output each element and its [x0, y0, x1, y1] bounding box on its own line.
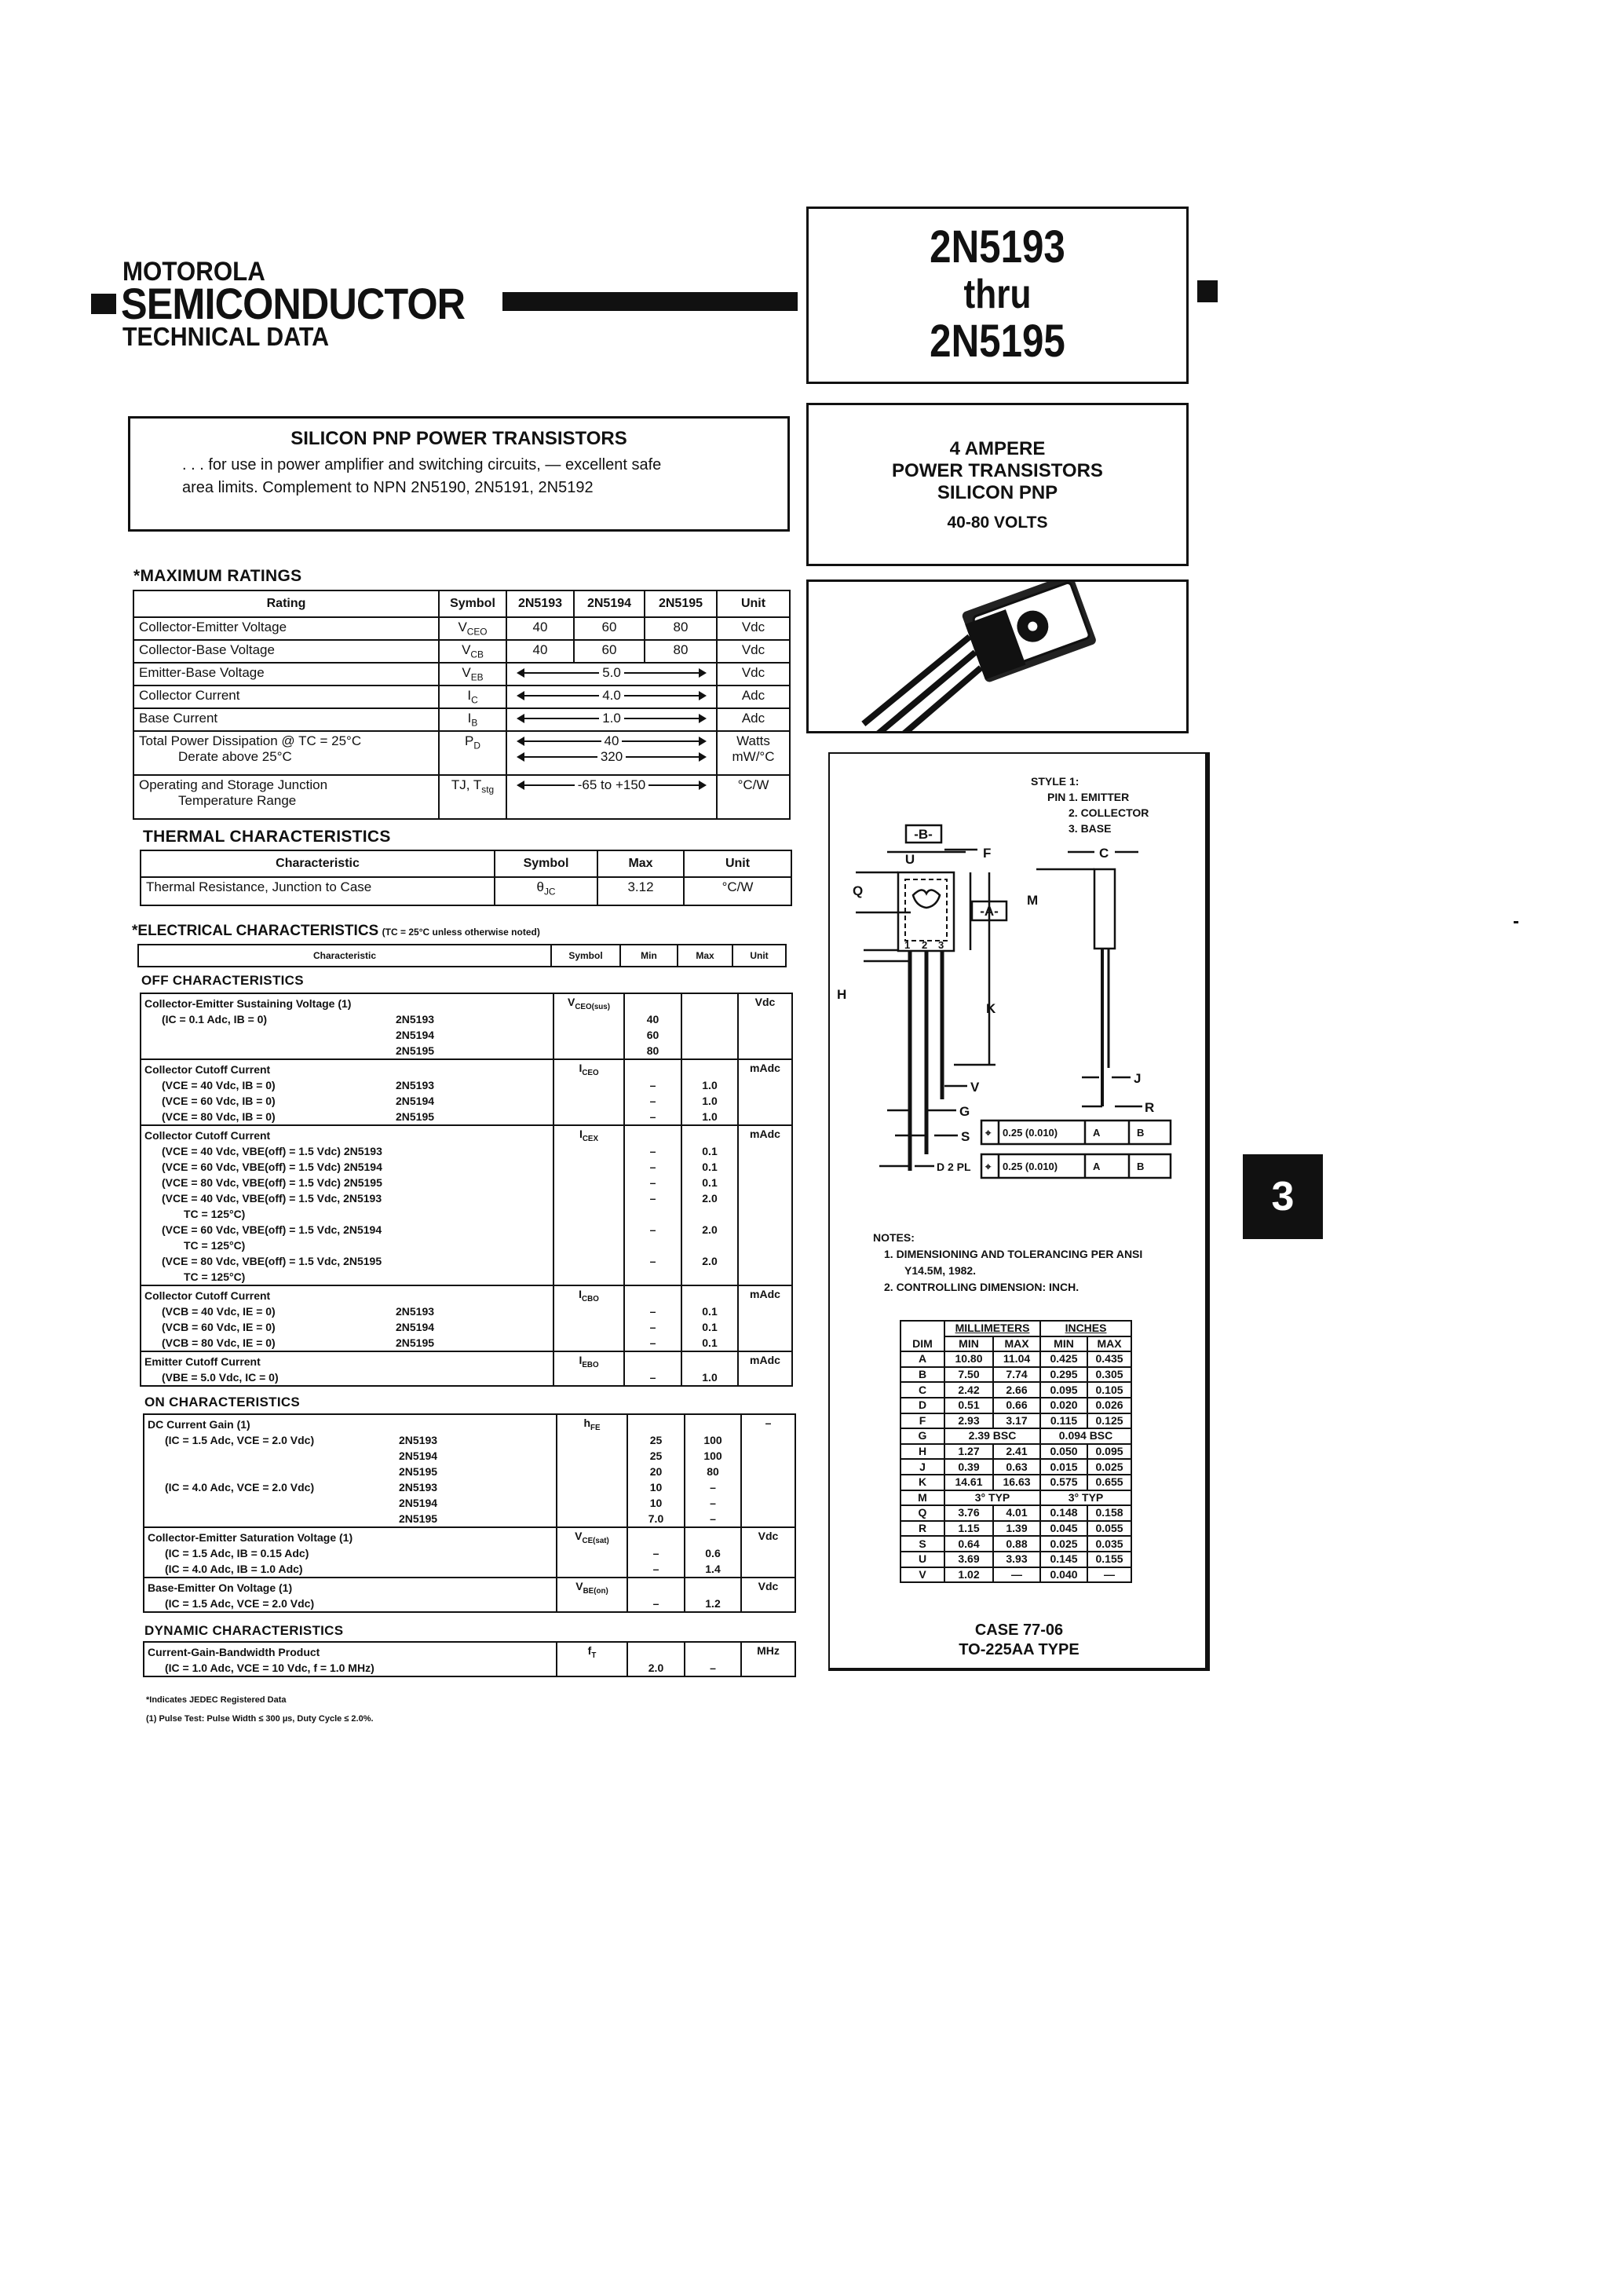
rating-symbol: $P_D$	[439, 731, 506, 775]
characteristics-table	[140, 993, 793, 1387]
thermal-max: 3.12	[597, 877, 684, 905]
dim-value: 3.93	[993, 1552, 1040, 1567]
characteristic-row	[144, 1642, 795, 1676]
rating-value: 40	[506, 617, 574, 640]
notes-title: NOTES:	[873, 1231, 915, 1244]
max-ratings-table	[133, 590, 791, 820]
tolerance-ref-b: B	[1137, 1161, 1145, 1172]
dim-value: 2.41	[993, 1444, 1040, 1460]
dim-row	[901, 1536, 1131, 1552]
dim-mm: 3° TYP	[944, 1490, 1040, 1506]
max-rating-row	[133, 731, 790, 775]
dim-value: 0.64	[944, 1536, 993, 1552]
characteristic: Collector-Emitter Saturation Voltage (1) (IC = 1.5 Adc, IB = 0.15 Adc) (IC = 4.0 Adc, IB = 1.0 Adc)	[144, 1527, 557, 1578]
max-rating-row	[133, 617, 790, 640]
dim-row	[901, 1367, 1131, 1383]
label-h: H	[837, 987, 847, 1002]
section-tab: 3	[1243, 1154, 1323, 1239]
rating-symbol: $V_{CEO}$	[439, 617, 506, 640]
char-min: – – – – – –	[624, 1125, 681, 1285]
dim-row	[901, 1398, 1131, 1413]
note-1-cont: Y14.5M, 1982.	[904, 1264, 977, 1277]
characteristic: Collector Cutoff Current (VCE = 40 Vdc, VBE(off) = 1.5 Vdc) 2N5193 (VCE = 60 Vdc, VBE(off) = 1.5 Vdc) 2N5194 (VCE = 80 Vdc, VBE(off) = 1.5 Vdc) 2N5195 (VCE = 40 Vdc, VBE(off) = 1.5 Vdc, 2N5193 TC = 125°C) (VCE = 60 Vdc, VBE(off) = 1.5 Vdc, 2N5194 TC = 125°C) (VCE = 80 Vdc, VBE(off) = 1.5 Vdc, 2N5195 TC = 125°C)	[141, 1125, 553, 1285]
label-u: U	[904, 852, 915, 867]
rating-unit: Vdc	[717, 663, 790, 686]
pin-number: 1	[904, 939, 911, 951]
rating-value: 80	[645, 640, 717, 663]
part-thru: thru	[963, 272, 1032, 317]
part-last: 2N5195	[930, 316, 1065, 367]
max-ratings-title: *MAXIMUM RATINGS	[133, 567, 302, 585]
char-symbol: $I_{CEO}$	[553, 1059, 624, 1125]
char-min: 2.0	[627, 1642, 685, 1676]
spec-type: POWER TRANSISTORS	[892, 460, 1103, 481]
char-unit: mAdc	[738, 1125, 792, 1285]
rating-span-value: 1.0	[506, 708, 717, 731]
tolerance-value: 0.25 (0.010)	[1003, 1127, 1058, 1139]
char-max: 0.1 0.1 0.1	[681, 1285, 738, 1351]
dim-letter: F	[901, 1413, 944, 1429]
dim-in: 3° TYP	[1040, 1490, 1131, 1506]
th-symbol: Symbol	[495, 850, 597, 877]
char-max: 100 100 80 – – –	[685, 1414, 741, 1527]
char-unit: mAdc	[738, 1351, 792, 1386]
char-symbol: $V_{BE(on)}$	[557, 1578, 627, 1612]
thermal-unit: °C/W	[684, 877, 791, 905]
dim-value: 0.040	[1040, 1567, 1087, 1583]
char-max: 1.0	[681, 1351, 738, 1386]
dim-value: 0.035	[1087, 1536, 1131, 1552]
summary-title: SILICON PNP POWER TRANSISTORS	[290, 428, 627, 449]
pin-1: PIN 1. EMITTER	[1047, 791, 1130, 803]
char-max: 1.2	[685, 1578, 741, 1612]
dim-value: 0.88	[993, 1536, 1040, 1552]
max-rating-row	[133, 686, 790, 708]
rating-name: Emitter-Base Voltage	[133, 663, 439, 686]
max-rating-row	[133, 775, 790, 819]
dim-in: 0.094 BSC	[1040, 1428, 1131, 1444]
label-m: M	[1027, 893, 1039, 908]
dim-value: 0.575	[1040, 1475, 1087, 1490]
dim-value: 7.74	[993, 1367, 1040, 1383]
rating-span-value: 5.0	[506, 663, 717, 686]
dim-letter: K	[901, 1475, 944, 1490]
dim-value: 0.63	[993, 1459, 1040, 1475]
part-first: 2N5193	[930, 221, 1065, 272]
notes	[873, 1230, 1142, 1296]
characteristic-row	[141, 1125, 792, 1285]
electrical-title-text: *ELECTRICAL CHARACTERISTICS	[132, 923, 379, 939]
eh-symbol: Symbol	[551, 945, 620, 967]
electrical-condition: (TC = 25°C unless otherwise noted)	[382, 927, 540, 938]
thermal-symbol: $\theta_{JC}$	[495, 877, 597, 905]
dim-value: 0.66	[993, 1398, 1040, 1413]
characteristic: Base-Emitter On Voltage (1) (IC = 1.5 Adc, VCE = 2.0 Vdc)	[144, 1578, 557, 1612]
rating-name: Operating and Storage Junction Temperature Range	[133, 775, 439, 819]
in-min-header: MIN	[1040, 1336, 1087, 1352]
dim-value: 1.15	[944, 1521, 993, 1537]
dim-value: 0.125	[1087, 1413, 1131, 1429]
dim-value: 7.50	[944, 1367, 993, 1383]
dim-value: 0.158	[1087, 1505, 1131, 1521]
dim-value: 16.63	[993, 1475, 1040, 1490]
characteristic-row	[141, 1059, 792, 1125]
char-unit: Vdc	[741, 1578, 795, 1612]
footnote-jedec: *Indicates JEDEC Registered Data	[146, 1695, 287, 1705]
char-unit: mAdc	[738, 1059, 792, 1125]
char-min: –	[624, 1351, 681, 1386]
char-min: – – –	[624, 1059, 681, 1125]
case-name: CASE 77-06	[974, 1621, 1064, 1639]
dim-value: 3.17	[993, 1413, 1040, 1429]
dim-value: 4.01	[993, 1505, 1040, 1521]
rating-unit: Vdc	[717, 617, 790, 640]
dim-row	[901, 1459, 1131, 1475]
characteristic-row	[141, 1285, 792, 1351]
dim-row	[901, 1351, 1131, 1367]
characteristic: Current-Gain-Bandwidth Product (IC = 1.0 Adc, VCE = 10 Vdc, f = 1.0 MHz)	[144, 1642, 557, 1676]
footnote-pulse: (1) Pulse Test: Pulse Width ≤ 300 µs, Duty Cycle ≤ 2.0%.	[146, 1714, 374, 1724]
dim-value: 14.61	[944, 1475, 993, 1490]
rating-value: 60	[574, 617, 645, 640]
electrical-title	[132, 922, 540, 941]
dim-letter: H	[901, 1444, 944, 1460]
dim-value: 2.66	[993, 1382, 1040, 1398]
label-s: S	[961, 1129, 970, 1144]
char-min: – –	[627, 1527, 685, 1578]
dim-letter: B	[901, 1367, 944, 1383]
max-rating-row	[133, 708, 790, 731]
label-r: R	[1145, 1100, 1155, 1115]
dim-value: 11.04	[993, 1351, 1040, 1367]
th-unit: Unit	[684, 850, 791, 877]
dim-value: 0.095	[1040, 1382, 1087, 1398]
label-a: -A-	[980, 904, 999, 919]
dim-letter: G	[901, 1428, 944, 1444]
division-name: SEMICONDUCTOR	[121, 279, 466, 328]
dim-row	[901, 1521, 1131, 1537]
dim-value: 0.148	[1040, 1505, 1087, 1521]
dim-letter: V	[901, 1567, 944, 1583]
dim-value: 0.155	[1087, 1552, 1131, 1567]
char-unit: MHz	[741, 1642, 795, 1676]
char-symbol: $f_T$	[557, 1642, 627, 1676]
dim-value: 0.51	[944, 1398, 993, 1413]
thermal-title: THERMAL CHARACTERISTICS	[143, 828, 391, 846]
mm-max-header: MAX	[993, 1336, 1040, 1352]
dim-value: 0.115	[1040, 1413, 1087, 1429]
dim-mm: 2.39 BSC	[944, 1428, 1040, 1444]
characteristic-row	[144, 1578, 795, 1612]
dim-letter: S	[901, 1536, 944, 1552]
label-b: -B-	[914, 827, 933, 842]
summary-desc-2: area limits. Complement to NPN 2N5190, 2N5191, 2N5192	[182, 479, 594, 496]
max-header: 2N5195	[645, 590, 717, 617]
dim-value: 0.025	[1087, 1459, 1131, 1475]
characteristic-row	[144, 1414, 795, 1527]
package-type: TO-225AA TYPE	[959, 1641, 1080, 1658]
dim-row	[901, 1505, 1131, 1521]
dim-value: 0.435	[1087, 1351, 1131, 1367]
dim-value: 0.105	[1087, 1382, 1131, 1398]
section-title: DYNAMIC CHARACTERISTICS	[144, 1623, 344, 1638]
dim-value: 0.295	[1040, 1367, 1087, 1383]
thermal-table	[140, 850, 792, 906]
dim-header: DIM	[901, 1321, 944, 1351]
char-min: – – –	[624, 1285, 681, 1351]
characteristic-row	[144, 1527, 795, 1578]
rating-name: Total Power Dissipation @ TC = 25°C Derate above 25°C	[133, 731, 439, 775]
max-header: 2N5194	[574, 590, 645, 617]
dim-letter: M	[901, 1490, 944, 1506]
dim-letter: D	[901, 1398, 944, 1413]
char-max: –	[685, 1642, 741, 1676]
rating-symbol: $I_B$	[439, 708, 506, 731]
char-min: 40 60 80	[624, 993, 681, 1059]
rating-unit: Vdc	[717, 640, 790, 663]
characteristic: Collector Cutoff Current (VCE = 40 Vdc, IB = 0) 2N5193 (VCE = 60 Vdc, IB = 0) 2N5194 (VCE = 80 Vdc, IB = 0) 2N5195	[141, 1059, 553, 1125]
spec-voltage: 40-80 VOLTS	[947, 514, 1048, 532]
char-min: 25 25 20 10 10 7.0	[627, 1414, 685, 1527]
mm-header: MILLIMETERS	[944, 1321, 1040, 1336]
rating-span-value: -65 to +150	[506, 775, 717, 819]
char-unit: Vdc	[738, 993, 792, 1059]
pin-number: 3	[938, 939, 944, 951]
char-max: 0.1 0.1 0.1 2.0 2.0 2.0	[681, 1125, 738, 1285]
dim-value: 0.020	[1040, 1398, 1087, 1413]
dim-row	[901, 1444, 1131, 1460]
dim-row	[901, 1490, 1131, 1506]
svg-text:⌖: ⌖	[985, 1127, 992, 1139]
characteristic-row	[141, 1351, 792, 1386]
rating-unit: Adc	[717, 686, 790, 708]
char-max: 1.0 1.0 1.0	[681, 1059, 738, 1125]
rating-unit: Watts mW/°C	[717, 731, 790, 775]
dim-value: 0.055	[1087, 1521, 1131, 1537]
label-q: Q	[853, 883, 864, 898]
char-unit: Vdc	[741, 1527, 795, 1578]
rating-name: Collector-Base Voltage	[133, 640, 439, 663]
pin-2: 2. COLLECTOR	[1069, 806, 1149, 819]
dim-value: 2.42	[944, 1382, 993, 1398]
dim-value: 3.76	[944, 1505, 993, 1521]
tolerance-value: 0.25 (0.010)	[1003, 1161, 1058, 1172]
char-symbol: $I_{CEX}$	[553, 1125, 624, 1285]
rating-name: Collector Current	[133, 686, 439, 708]
rating-value: 40	[506, 640, 574, 663]
th-characteristic: Characteristic	[141, 850, 495, 877]
package-body-side	[1094, 869, 1115, 949]
label-f: F	[983, 846, 992, 861]
dim-letter: J	[901, 1459, 944, 1475]
char-symbol: $V_{CEO(sus)}$	[553, 993, 624, 1059]
dim-value: 0.025	[1040, 1536, 1087, 1552]
characteristics-table	[143, 1413, 796, 1613]
rating-span-value: 4.0	[506, 686, 717, 708]
dim-row	[901, 1567, 1131, 1583]
section-title: ON CHARACTERISTICS	[144, 1395, 301, 1409]
dim-value: 0.026	[1087, 1398, 1131, 1413]
note-1: 1. DIMENSIONING AND TOLERANCING PER ANSI	[884, 1248, 1143, 1260]
dim-row	[901, 1475, 1131, 1490]
label-c: C	[1099, 846, 1109, 861]
max-rating-row	[133, 640, 790, 663]
characteristic: Collector Cutoff Current (VCB = 40 Vdc, IE = 0) 2N5193 (VCB = 60 Vdc, IE = 0) 2N5194 (VCB = 80 Vdc, IE = 0) 2N5195	[141, 1285, 553, 1351]
note-2: 2. CONTROLLING DIMENSION: INCH.	[884, 1281, 1080, 1293]
dim-row	[901, 1382, 1131, 1398]
brand-name: MOTOROLA	[122, 257, 265, 287]
rating-span-value: 40 320	[506, 731, 717, 775]
dim-value: 0.095	[1087, 1444, 1131, 1460]
characteristics-table	[143, 1641, 796, 1677]
dim-value: 0.305	[1087, 1367, 1131, 1383]
rating-symbol: $V_{EB}$	[439, 663, 506, 686]
label-d: D 2 PL	[937, 1161, 971, 1173]
eh-min: Min	[620, 945, 678, 967]
dim-value: 3.69	[944, 1552, 993, 1567]
characteristic-row	[141, 993, 792, 1059]
rating-symbol: $I_C$	[439, 686, 506, 708]
rating-value: 80	[645, 617, 717, 640]
dim-value: 0.425	[1040, 1351, 1087, 1367]
tolerance-ref-a: A	[1093, 1161, 1101, 1172]
dim-value: 0.145	[1040, 1552, 1087, 1567]
svg-text:⌖: ⌖	[985, 1161, 992, 1172]
dim-row	[901, 1428, 1131, 1444]
dim-value: 1.27	[944, 1444, 993, 1460]
char-symbol: $I_{EBO}$	[553, 1351, 624, 1386]
rating-symbol: TJ, $T_{stg}$	[439, 775, 506, 819]
tolerance-ref-b: B	[1137, 1127, 1145, 1139]
char-max	[681, 993, 738, 1059]
char-unit: –	[741, 1414, 795, 1527]
eh-unit: Unit	[732, 945, 786, 967]
dim-value: —	[993, 1567, 1040, 1583]
dim-value: 0.39	[944, 1459, 993, 1475]
eh-max: Max	[678, 945, 732, 967]
eh-characteristic: Characteristic	[138, 945, 551, 967]
char-symbol: $V_{CE(sat)}$	[557, 1527, 627, 1578]
summary-desc-1: . . . for use in power amplifier and switching circuits, — excellent safe	[182, 456, 662, 473]
char-min: –	[627, 1578, 685, 1612]
dim-letter: A	[901, 1351, 944, 1367]
char-max: 0.6 1.4	[685, 1527, 741, 1578]
char-unit: mAdc	[738, 1285, 792, 1351]
pin-number: 2	[922, 939, 928, 951]
rating-name: Collector-Emitter Voltage	[133, 617, 439, 640]
label-v: V	[970, 1080, 980, 1095]
spec-polarity: SILICON PNP	[937, 482, 1058, 503]
th-max: Max	[597, 850, 684, 877]
dim-letter: C	[901, 1382, 944, 1398]
dim-letter: U	[901, 1552, 944, 1567]
mm-min-header: MIN	[944, 1336, 993, 1352]
pin-3: 3. BASE	[1069, 822, 1112, 835]
max-rating-row	[133, 663, 790, 686]
characteristic: Collector-Emitter Sustaining Voltage (1) (IC = 0.1 Adc, IB = 0) 2N5193 2N5194 2N5195	[141, 993, 553, 1059]
dim-value: 10.80	[944, 1351, 993, 1367]
dim-value: 1.02	[944, 1567, 993, 1583]
characteristic: DC Current Gain (1) (IC = 1.5 Adc, VCE = 2.0 Vdc) 2N5193 2N5194 2N5195 (IC = 4.0 Adc, VCE = 2.0 Vdc) 2N5193 2N5194 2N5195	[144, 1414, 557, 1527]
dim-row	[901, 1413, 1131, 1429]
characteristic: Emitter Cutoff Current (VBE = 5.0 Vdc, IC = 0)	[141, 1351, 553, 1386]
max-header: 2N5193	[506, 590, 574, 617]
dim-letter: R	[901, 1521, 944, 1537]
dim-value: 0.655	[1087, 1475, 1131, 1490]
tolerance-ref-a: A	[1093, 1127, 1101, 1139]
inches-header: INCHES	[1040, 1321, 1131, 1336]
dim-value: 0.045	[1040, 1521, 1087, 1537]
style-label: STYLE 1:	[1031, 775, 1080, 788]
label-g: G	[959, 1104, 970, 1119]
dim-value: 1.39	[993, 1521, 1040, 1537]
dim-value: 0.015	[1040, 1459, 1087, 1475]
rating-value: 60	[574, 640, 645, 663]
char-symbol: $I_{CBO}$	[553, 1285, 624, 1351]
max-header: Symbol	[439, 590, 506, 617]
dim-value: 2.93	[944, 1413, 993, 1429]
max-header: Unit	[717, 590, 790, 617]
spec-current: 4 AMPERE	[949, 438, 1046, 459]
section-title: OFF CHARACTERISTICS	[141, 973, 304, 988]
rating-name: Base Current	[133, 708, 439, 731]
in-max-header: MAX	[1087, 1336, 1131, 1352]
electrical-header-table	[137, 944, 787, 967]
char-symbol: $h_{FE}$	[557, 1414, 627, 1527]
label-j: J	[1134, 1071, 1142, 1086]
dim-letter: Q	[901, 1505, 944, 1521]
rating-symbol: $V_{CB}$	[439, 640, 506, 663]
dimension-table	[900, 1320, 1132, 1583]
dim-value: —	[1087, 1567, 1131, 1583]
max-header: Rating	[133, 590, 439, 617]
document-type: TECHNICAL DATA	[122, 322, 330, 351]
thermal-char: Thermal Resistance, Junction to Case	[141, 877, 495, 905]
dim-row	[901, 1552, 1131, 1567]
dim-value: 0.050	[1040, 1444, 1087, 1460]
rating-unit: °C/W	[717, 775, 790, 819]
rating-unit: Adc	[717, 708, 790, 731]
label-k: K	[986, 1001, 996, 1016]
